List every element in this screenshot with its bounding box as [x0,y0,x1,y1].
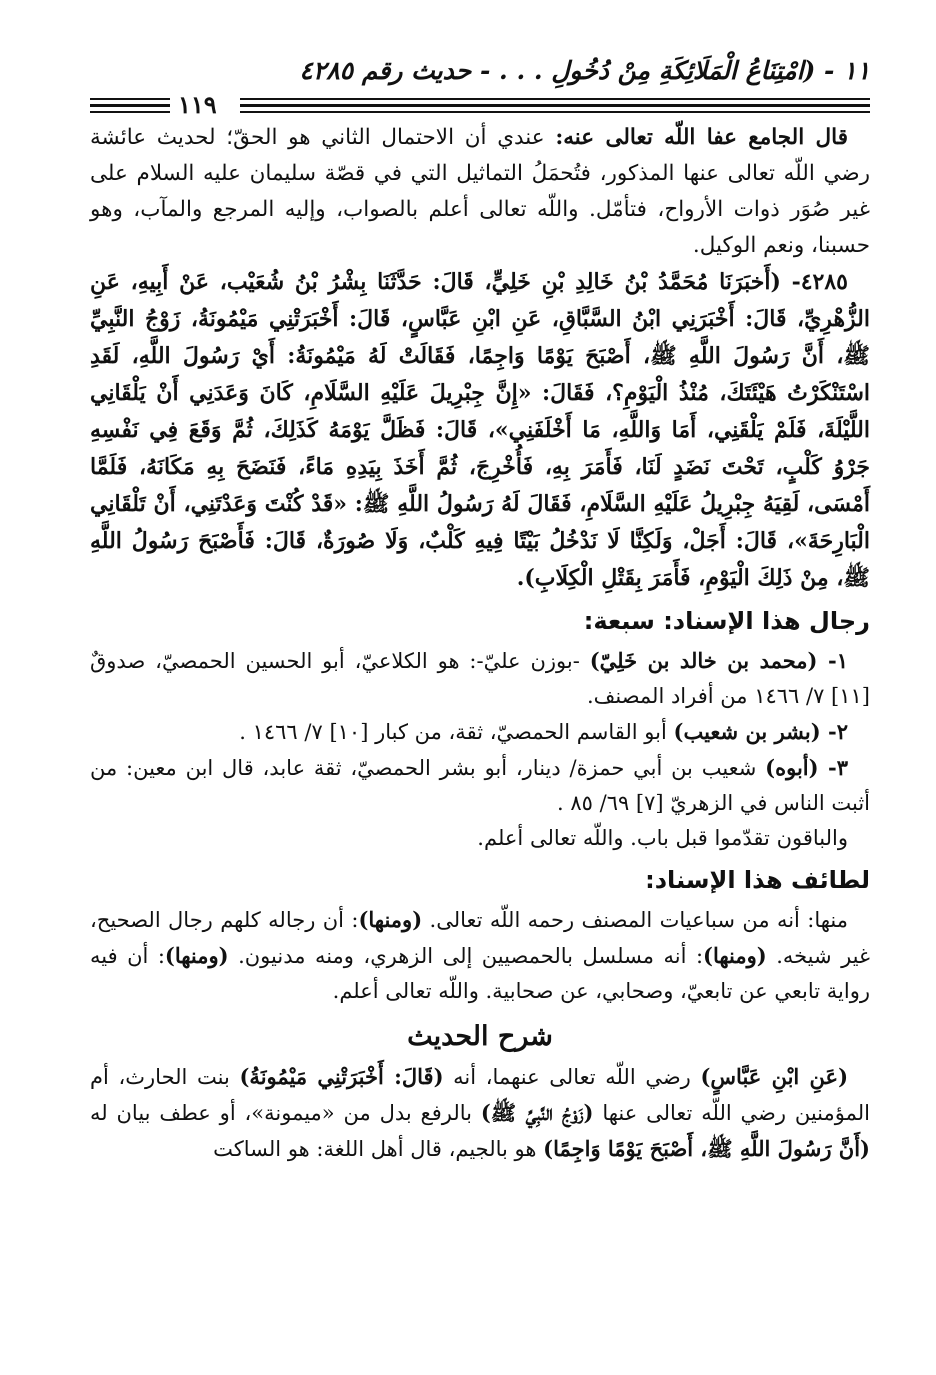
hadith-text: ٤٢٨٥- (أَخبَرَنَا مُحَمَّدُ بْنُ خَالِدِ بْنِ خَلِيٍّ، قَالَ: حَدَّثَنَا بِشْرُ بْنُ شُعَيْب، عَنْ أَبِيهِ، عَنِ الزُّهْرِيِّ، قَالَ: أَخْبَرَنِي ابْنُ السَّبَّاقِ، عَنِ ابْنِ عَبَّاسٍ، قَالَ: أَخْبَرَتْنِي مَيْمُونَةُ، زَوْجُ النَّبِيِّ ﷺ، أَنَّ رَسُولَ اللَّهِ ﷺ، أَصْبَحَ يَوْمًا وَاجِمًا، فَقَالَتْ لَهُ مَيْمُونَةُ: أَيْ رَسُولَ اللَّهِ، لَقَدِ اسْتَنْكَرْتُ هَيْئَتَكَ، مُنْذُ الْيَوْمِ؟، فَقَالَ: «إِنَّ جِبْرِيلَ عَلَيْهِ السَّلَامِ، كَانَ وَعَدَنِي أَنْ يَلْقَانِي اللَّيْلَةَ، فَلَمْ يَلْقَنِي، أَمَا وَاللَّهِ، مَا أَخْلَفَنِي»، قَالَ: فَظَلَّ يَوْمَهُ كَذَلِكَ، ثُمَّ وَقَعَ فِي نَفْسِهِ جَرْوُ كَلْبٍ، تَحْتَ نَضَدٍ لَنَا، فَأَمَرَ بِهِ، فَأُخْرِجَ، ثُمَّ أَخَذَ بِيَدِهِ مَاءً، فَنَضَحَ بِهِ مَكَانَهُ، فَلَمَّا أَمْسَى، لَقِيَهُ جِبْرِيلُ عَلَيْهِ السَّلَامِ، فَقَالَ لَهُ رَسُولُ اللَّهِ ﷺ: «قَدْ كُنْتَ وَعَدْتَنِي، أَنْ تَلْقَانِي الْبَارِحَةَ»، قَالَ: أَجَلْ، وَلَكِنَّا لَا نَدْخُلُ بَيْتًا فِيهِ كَلْبٌ، وَلَا صُورَةٌ، قَالَ: فَأَصْبَحَ رَسُولُ اللَّهِ ﷺ، مِنْ ذَلِكَ الْيَوْمِ، فَأَمَرَ بِقَتْلِ الْكِلَابِ). [90,269,870,591]
commentary-paragraph [90,1059,870,1167]
narrator-info: -بوزن عليّ-: هو الكلاعيّ، أبو الحسين الحمصيّ، صدوقٌ [١١] ٧/ ١٤٦٦ من أفراد المصنف. [90,649,870,708]
narrator-info: شعيب بن أبي حمزة/ دينار، أبو بشر الحمصيّ، ثقة عابد، قال ابن معين: من أثبت الناس في الزهريّ [٧] ٦٩/ ٨٥ . [90,756,870,815]
narrator-name: ٢- (بشر بن شعيب) [673,719,848,744]
subtleties-text: : أنه مسلسل بالحمصيين إلى الزهري، ومنه مدنيون. [228,944,704,968]
narrator-item [90,643,870,714]
header-rule [90,111,170,113]
subtleties-text: : أن رجاله كلهم رجال الصحيح، غير شيخه. [90,908,870,968]
commentary-quote: (زَوْجُ النَّبِيِّ ﷺ) [480,1100,594,1125]
commentary-text: بنت الحارث، أم المؤمنين رضي اللّه تعالى عنها [90,1065,870,1125]
narrator-info: أبو القاسم الحمصيّ، ثقة، من كبار [١٠] ٧/ ١٤٦٦ . [239,720,674,744]
subtleties-marker: (ومنها) [703,943,767,968]
narrators-rest: والباقون تقدّموا قبل باب. واللّه تعالى أعلم. [477,826,848,850]
page-number: ١١٩ [178,90,217,119]
running-title: ١١ - (امْتِنَاعُ الْمَلَائِكَةِ مِنْ دُخُولِ . . . - حديث رقم ٤٢٨٥ [299,56,870,85]
header-rule [240,111,870,113]
commentary-quote: (عَنِ ابْنِ عَبَّاسٍ) [700,1064,849,1089]
subtleties-heading: لطائف هذا الإسناد: [645,866,870,894]
intro-paragraph [90,120,870,264]
subtleties-marker: (ومنها) [358,907,423,932]
commentary-heading: شرح الحديث [407,1021,553,1052]
commentary-text: هو بالجيم، قال أهل اللغة: هو الساكت [213,1137,544,1161]
subtleties-text: : أن فيه رواية تابعي عن تابعيّ، وصحابي، عن صحابية. واللّه تعالى أعلم. [90,944,870,1003]
subtleties-marker: (ومنها) [164,943,229,968]
narrator-item [90,750,870,821]
header-rule [90,98,170,100]
page [90,50,870,1167]
header-rule [240,98,870,100]
intro-text: عندي أن الاحتمال الثاني هو الحقّ؛ لحديث عائشة رضي اللّه تعالى عنها المذكور، فتُحمَلُ التماثيل التي في قصّة سليمان عليه السلام على غير صُوَر ذوات الأرواح، فتأمّل. واللّه تعالى أعلم بالصواب، وإليه المرجع والمآب، وهو حسبنا، ونعم الوكيل. [90,125,870,258]
narrators-heading: رجال هذا الإسناد: سبعة: [583,607,870,635]
narrator-item [90,714,870,750]
subtleties-text: منها: أنه من سباعيات المصنف رحمه اللّه تعالى. [422,908,848,932]
commentary-quote: (قَالَ: أَخْبَرَتْنِي مَيْمُونَةُ) [239,1064,444,1089]
header-rule [240,104,870,107]
narrator-name: ١- (محمد بن خالد بن خَلِيّ) [589,648,848,673]
intro-lead: قال الجامع عفا اللّه تعالى عنه: [555,125,848,150]
page-header [90,50,870,120]
commentary-quote: (أَنَّ رَسُولَ اللَّهِ ﷺ، أَصْبَحَ يَوْمًا وَاجِمًا) [543,1136,870,1161]
header-rule [90,104,170,107]
commentary-text: بالرفع بدل من «ميمونة»، أو عطف بيان له [90,1101,481,1125]
commentary-text: رضي اللّه تعالى عنهما، أنه [443,1065,701,1089]
narrator-name: ٣- (أبوه) [765,755,848,780]
subtleties-paragraph [90,902,870,1009]
